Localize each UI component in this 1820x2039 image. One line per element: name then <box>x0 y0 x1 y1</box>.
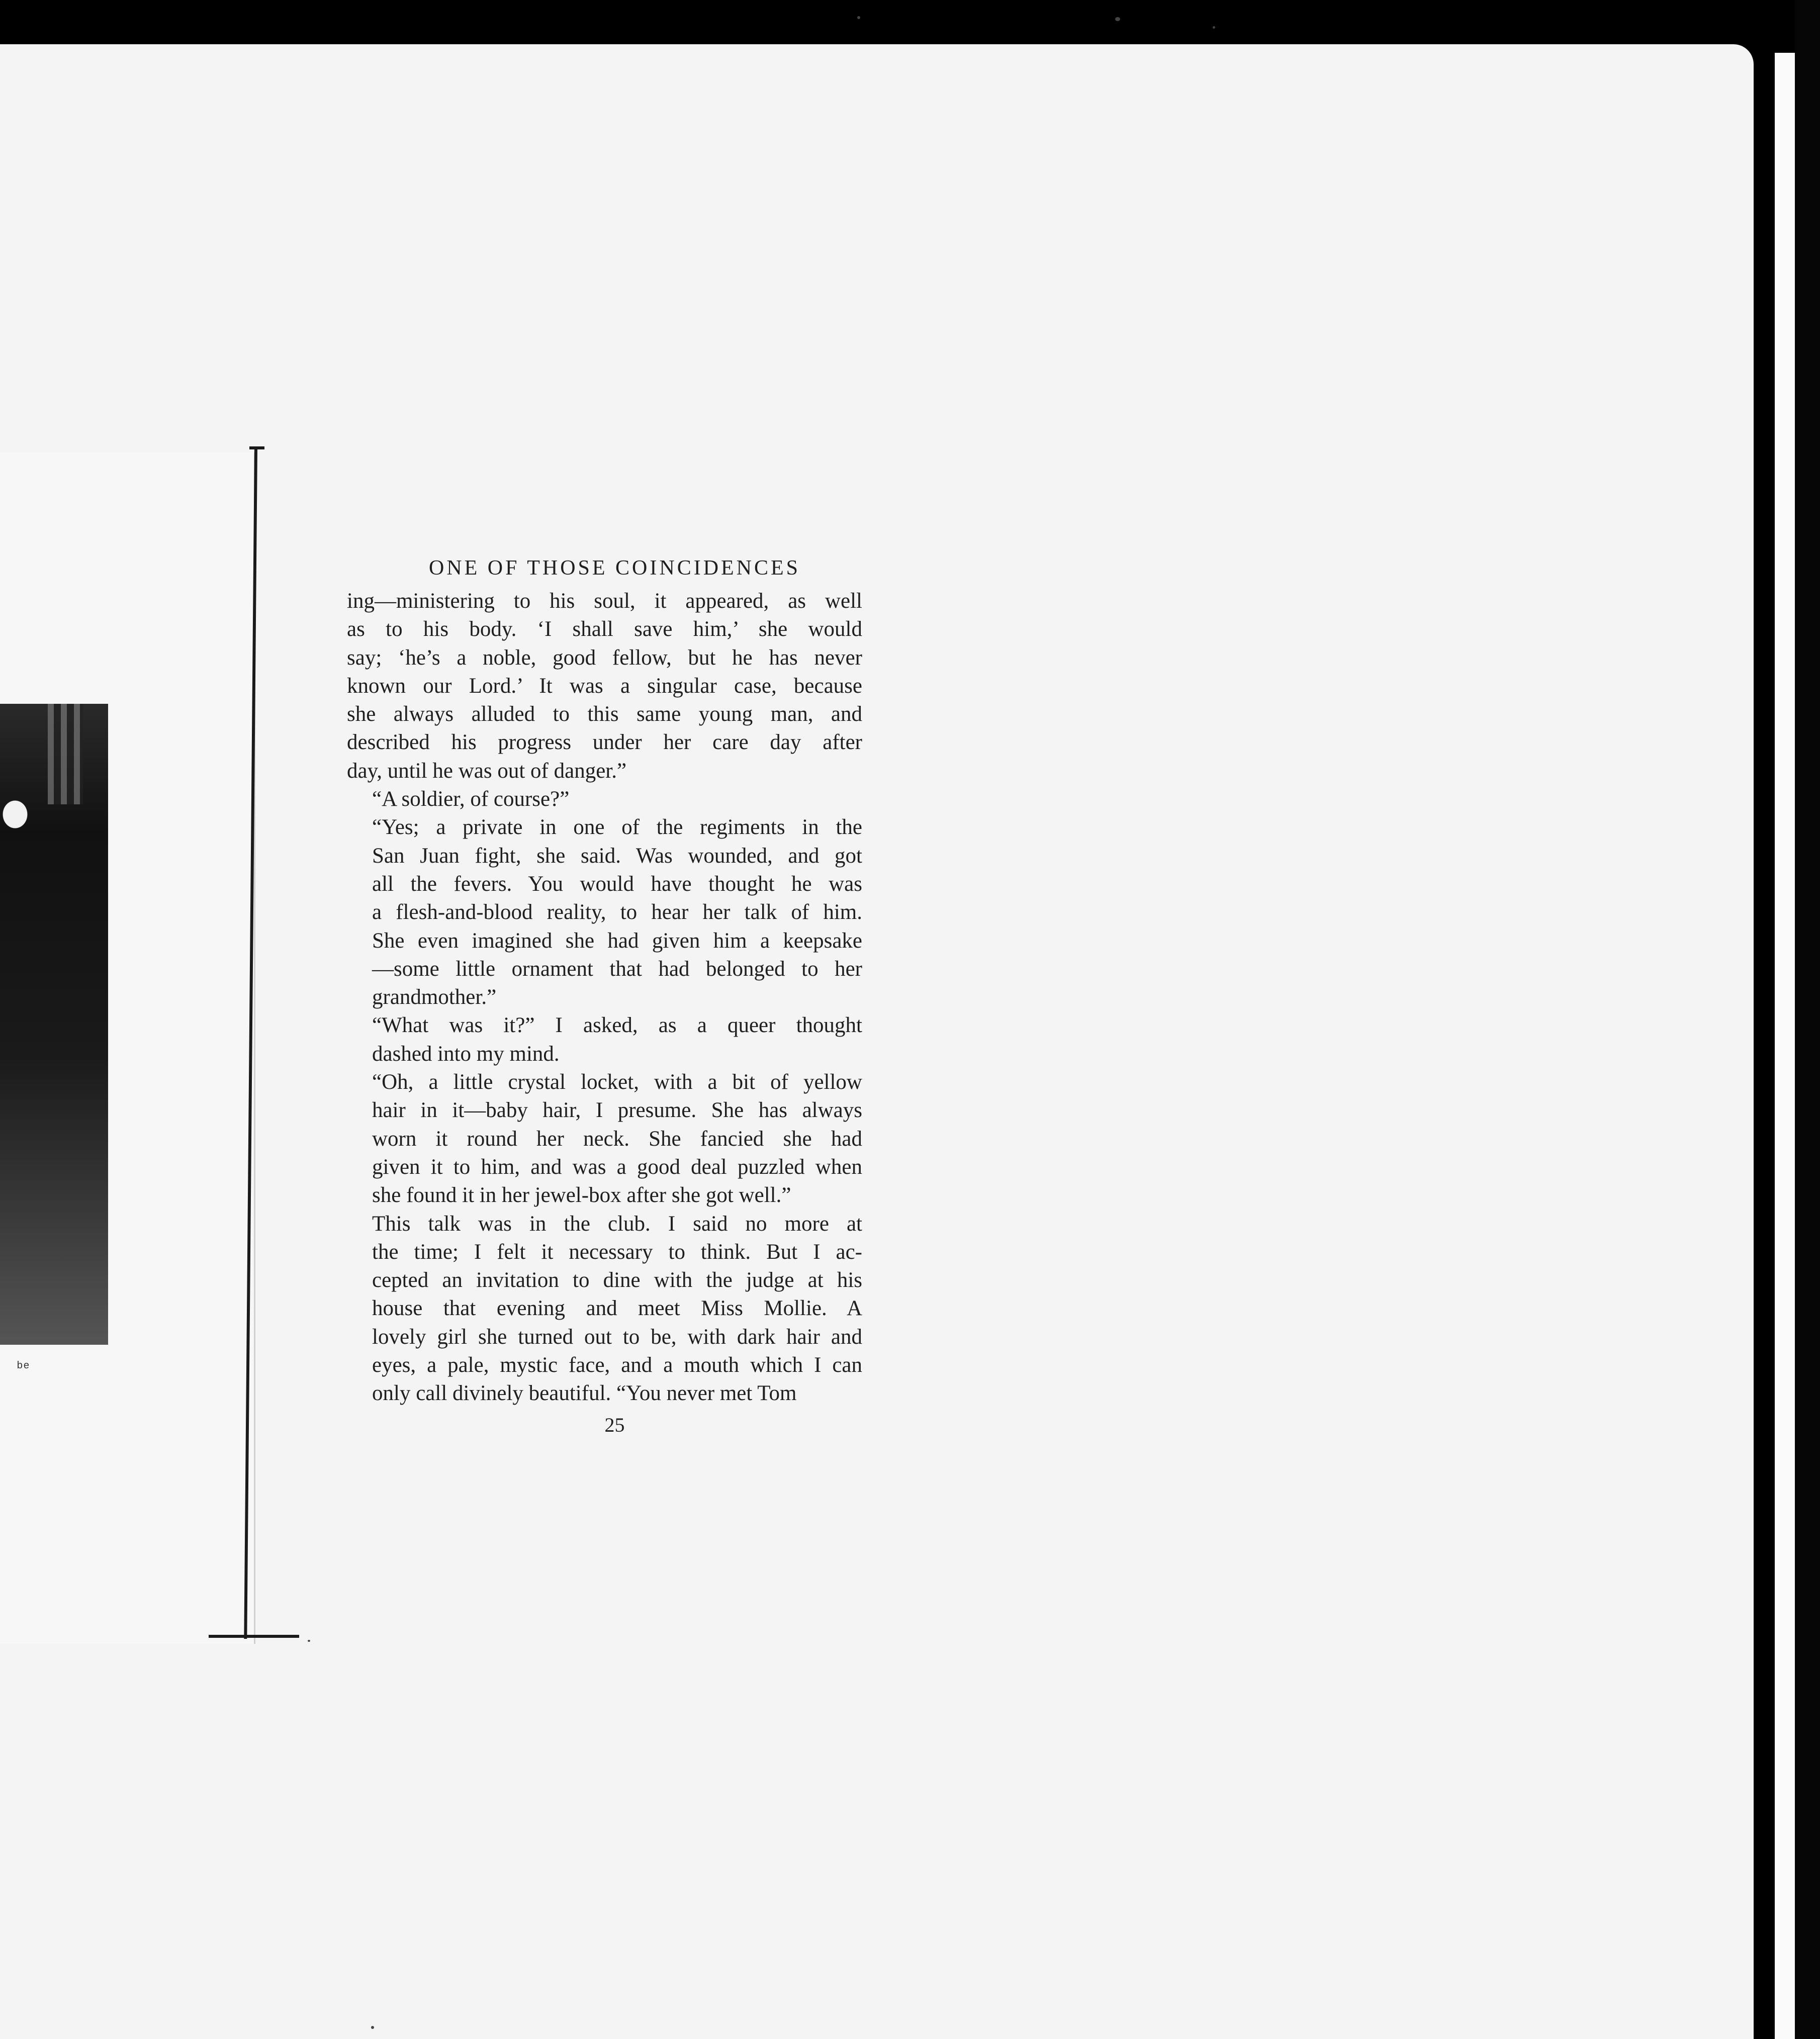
text-line: given it to him, and was a good deal puzzled when <box>372 1155 862 1179</box>
body-text <box>347 587 862 1408</box>
adjacent-frame-strip <box>1775 53 1795 2039</box>
text-line: This talk was in the club. I said no more at <box>372 1212 862 1236</box>
paragraph <box>347 1068 862 1210</box>
text-line: —some little ornament that had belonged to her <box>372 957 862 981</box>
scan-surface <box>0 44 1754 2039</box>
text-line: she found it in her jewel-box after she got well.” <box>372 1183 791 1208</box>
text-line: “A soldier, of course?” <box>372 787 570 811</box>
text-line: worn it round her neck. She fancied she had <box>372 1127 862 1151</box>
text-line: “What was it?” I asked, as a queer thought <box>372 1013 862 1038</box>
paragraph <box>347 1210 862 1408</box>
text-line: say; ‘he’s a noble, good fellow, but he has never <box>347 645 862 670</box>
paragraph <box>347 587 862 785</box>
text-line: “Oh, a little crystal locket, with a bit of yellow <box>372 1070 862 1094</box>
scan-speck <box>1115 17 1120 21</box>
text-line: a flesh-and-blood reality, to hear her talk of him. <box>372 900 862 924</box>
text-line: eyes, a pale, mystic face, and a mouth which I can <box>372 1353 862 1377</box>
text-line: she always alluded to this same young man, and <box>347 702 862 726</box>
photo-plate <box>0 704 108 1345</box>
text-line: dashed into my mind. <box>372 1042 560 1066</box>
paragraph <box>347 785 862 813</box>
gutter-line-foot <box>209 1635 299 1638</box>
text-line: day, until he was out of danger.” <box>347 759 627 783</box>
text-line: house that evening and meet Miss Mollie. A <box>372 1296 862 1321</box>
text-line: cepted an invitation to dine with the judge at his <box>372 1268 862 1292</box>
text-line: lovely girl she turned out to be, with dark hair and <box>372 1325 862 1349</box>
text-line: grandmother.” <box>372 985 497 1009</box>
running-head: ONE OF THOSE COINCIDENCES <box>428 557 801 580</box>
text-line: described his progress under her care day after <box>347 730 862 755</box>
paragraph <box>347 813 862 1011</box>
text-line: only call divinely beautiful. “You never met Tom <box>372 1381 797 1406</box>
text-line: hair in it—baby hair, I presume. She has always <box>372 1098 862 1123</box>
text-line: the time; I felt it necessary to think. But I ac- <box>372 1240 862 1264</box>
text-line: ing—ministering to his soul, it appeared, as well <box>347 589 862 613</box>
text-line: known our Lord.’ It was a singular case, because <box>347 674 862 698</box>
text-page <box>347 553 862 1440</box>
text-line: as to his body. ‘I shall save him,’ she would <box>347 617 862 641</box>
plate-caption: be <box>17 1360 30 1371</box>
scan-speck <box>371 2026 374 2029</box>
page-number: 25 <box>604 1413 625 1436</box>
paragraph <box>347 1011 862 1068</box>
scan-speck <box>857 16 860 19</box>
text-line: all the fevers. You would have thought he was <box>372 872 862 896</box>
text-line: She even imagined she had given him a keepsake <box>372 929 862 953</box>
scan-speck <box>1213 26 1215 29</box>
film-edge <box>1795 0 1820 2039</box>
text-line: San Juan fight, she said. Was wounded, and got <box>372 844 862 868</box>
text-line: “Yes; a private in one of the regiments in the <box>372 815 862 840</box>
photo-plate-detail <box>48 704 83 804</box>
scan-speck <box>308 1640 310 1642</box>
